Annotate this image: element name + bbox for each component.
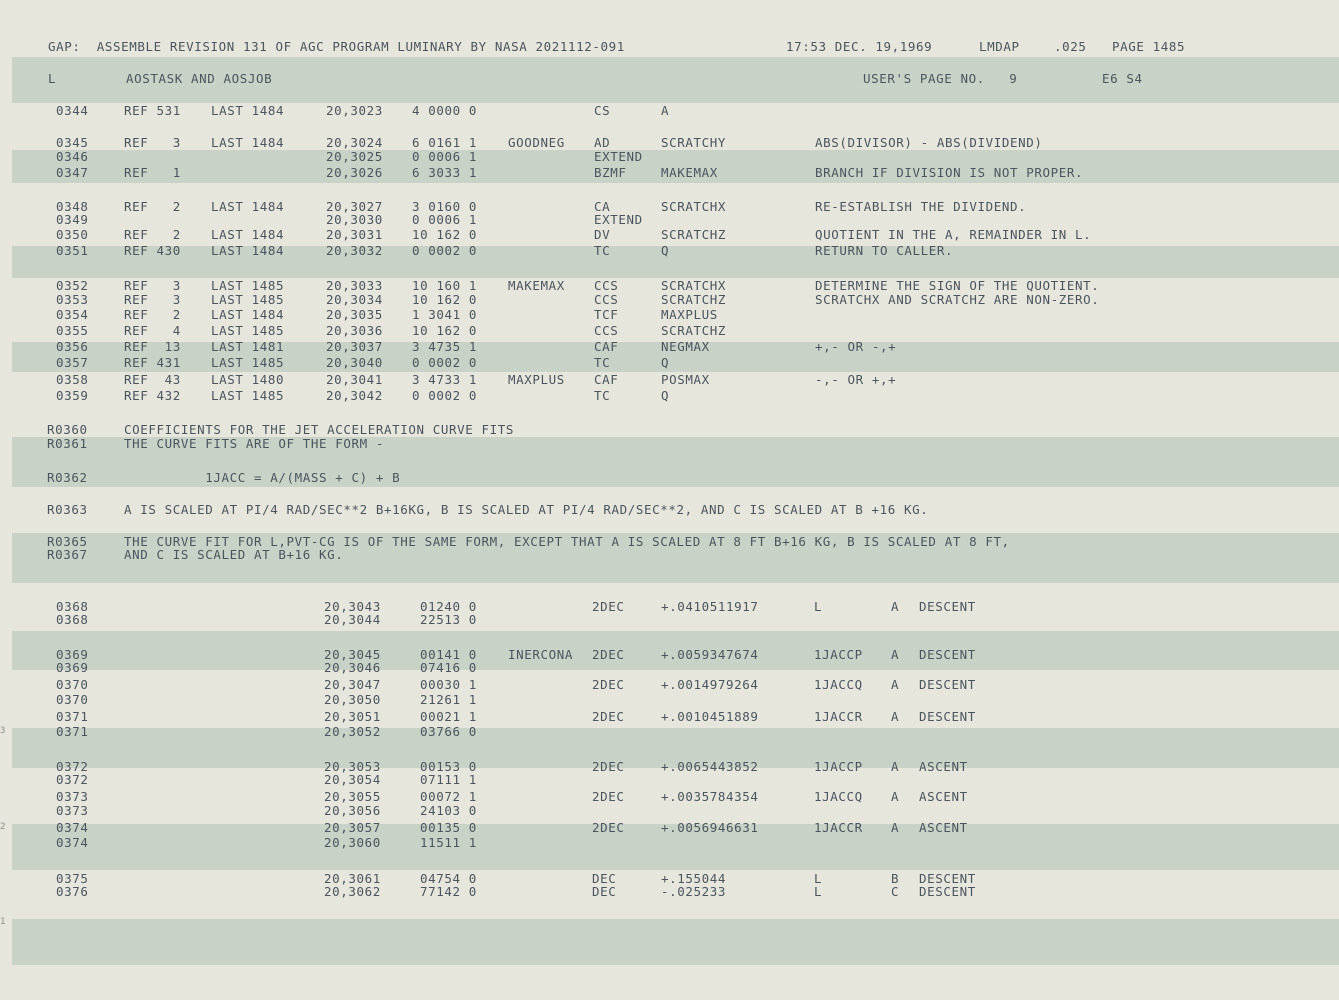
remark-line-number: R0363 [47,502,88,517]
listing-line [0,471,1339,485]
label: INERCONA [508,647,574,662]
line-number: 0355 [56,323,89,338]
constant-name: L [814,599,823,614]
line-number: 0373 [56,803,89,818]
listing-line [0,150,1339,164]
listing-line [0,200,1339,214]
octal-code: 3 4735 1 [412,339,478,354]
comment: QUOTIENT IN THE A, REMAINDER IN L. [815,227,1092,242]
constant-name: 1JACCQ [814,677,863,692]
operand: +.0014979264 [661,677,759,692]
opcode: CS [594,103,611,118]
address: 20,3061 [324,871,381,886]
header-program: LMDAP [979,39,1020,54]
opcode: TC [594,355,611,370]
address: 20,3046 [324,660,381,675]
address: 20,3054 [324,772,381,787]
octal-code: 00135 0 [420,820,477,835]
constant-name: L [814,884,823,899]
octal-code: 00021 1 [420,709,477,724]
line-number: 0372 [56,772,89,787]
octal-code: 04754 0 [420,871,477,886]
listing-line [0,760,1339,774]
octal-code: 10 162 0 [412,323,478,338]
listing-line [0,773,1339,787]
line-number: 0374 [56,835,89,850]
octal-code: 00030 1 [420,677,477,692]
address: 20,3047 [324,677,381,692]
margin-tick: 3 [0,726,6,736]
line-number: 0376 [56,884,89,899]
comment: +,- OR -,+ [815,339,897,354]
listing-line [0,308,1339,322]
last-ref: LAST 1484 [211,103,285,118]
opcode: 2DEC [592,789,625,804]
listing-line [0,648,1339,662]
address: 20,3044 [324,612,381,627]
address: 20,3055 [324,789,381,804]
address: 20,3062 [324,884,381,899]
margin-tick: 2 [0,822,6,832]
comment: BRANCH IF DIVISION IS NOT PROPER. [815,165,1084,180]
operand: Q [661,388,670,403]
last-ref: LAST 1484 [211,243,285,258]
listing-line [0,804,1339,818]
line-number: 0352 [56,278,89,293]
listing-line [0,725,1339,739]
listing-line [0,228,1339,242]
operand: SCRATCHY [661,135,727,150]
line-number: 0357 [56,355,89,370]
line-number: 0369 [56,647,89,662]
margin-tick: 1 [0,917,6,927]
last-ref: LAST 1484 [211,135,285,150]
comment: ASCENT [919,759,968,774]
address: 20,3045 [324,647,381,662]
address: 20,3032 [326,243,383,258]
operand: MAXPLUS [661,307,718,322]
line-number: 0356 [56,339,89,354]
header-timestamp: 17:53 DEC. 19,1969 [786,39,933,54]
comment: ABS(DIVISOR) - ABS(DIVIDEND) [815,135,1043,150]
line-number: 0345 [56,135,89,150]
opcode: DV [594,227,611,242]
ref: REF 3 [124,278,181,293]
comment: ASCENT [919,789,968,804]
remark-line-number: R0362 [47,470,88,485]
listing-line [0,244,1339,258]
remark-text: 1JACC = A/(MASS + C) + B [124,470,401,485]
operand: NEGMAX [661,339,710,354]
last-ref: LAST 1485 [211,278,285,293]
last-ref: LAST 1485 [211,323,285,338]
octal-code: 0 0006 1 [412,149,478,164]
opcode: 2DEC [592,820,625,835]
octal-code: 22513 0 [420,612,477,627]
address: 20,3052 [324,724,381,739]
address: 20,3033 [326,278,383,293]
octal-code: 77142 0 [420,884,477,899]
opcode: TC [594,388,611,403]
listing-line [0,166,1339,180]
opcode: CAF [594,372,619,387]
line-number: 0349 [56,212,89,227]
coefficient-kind: A [891,789,900,804]
ref: REF 3 [124,135,181,150]
remark-text: AND C IS SCALED AT B+16 KG. [124,547,344,562]
line-number: 0373 [56,789,89,804]
last-ref: LAST 1484 [211,199,285,214]
opcode: 2DEC [592,647,625,662]
ref: REF 2 [124,227,181,242]
opcode: AD [594,135,611,150]
last-ref: LAST 1484 [211,307,285,322]
line-number: 0348 [56,199,89,214]
line-number: 0371 [56,724,89,739]
comment: ASCENT [919,820,968,835]
operand: Q [661,355,670,370]
line-number: 0372 [56,759,89,774]
line-number: 0370 [56,692,89,707]
header-title: GAP: ASSEMBLE REVISION 131 OF AGC PROGRAM LUMINARY BY NASA 2021112-091 [48,39,625,54]
listing-line [0,389,1339,403]
octal-code: 10 160 1 [412,278,478,293]
line-number: 0369 [56,660,89,675]
opcode: CCS [594,278,619,293]
address: 20,3034 [326,292,383,307]
ref: REF 3 [124,292,181,307]
octal-code: 0 0002 0 [412,355,478,370]
comment: DESCENT [919,871,976,886]
line-number: 0346 [56,149,89,164]
listing-line [0,279,1339,293]
octal-code: 6 3033 1 [412,165,478,180]
listing-line [0,293,1339,307]
listing-line [0,821,1339,835]
page-header [0,40,1339,54]
address: 20,3024 [326,135,383,150]
listing-line [0,613,1339,627]
octal-code: 03766 0 [420,724,477,739]
listing-line [0,324,1339,338]
comment: DESCENT [919,884,976,899]
opcode: CCS [594,323,619,338]
coefficient-kind: A [891,759,900,774]
opcode: EXTEND [594,149,643,164]
listing-line [0,600,1339,614]
opcode: DEC [592,884,617,899]
constant-name: 1JACCR [814,709,863,724]
address: 20,3023 [326,103,383,118]
constant-name: 1JACCQ [814,789,863,804]
ref: REF 2 [124,199,181,214]
last-ref: LAST 1481 [211,339,285,354]
remark-text: THE CURVE FIT FOR L,PVT-CG IS OF THE SAME FORM, EXCEPT THAT A IS SCALED AT 8 FT B+16 KG, B IS SCALED AT 8 FT, [124,534,1010,549]
listing-line [0,104,1339,118]
opcode: DEC [592,871,617,886]
octal-code: 07111 1 [420,772,477,787]
comment: -,- OR +,+ [815,372,897,387]
opcode: EXTEND [594,212,643,227]
line-number: 0359 [56,388,89,403]
octal-code: 0 0006 1 [412,212,478,227]
ref: REF 43 [124,372,181,387]
coefficient-kind: A [891,677,900,692]
ref: REF 432 [124,388,181,403]
last-ref: LAST 1485 [211,355,285,370]
opcode: CCS [594,292,619,307]
subheader-section: AOSTASK AND AOSJOB [126,71,273,86]
comment: DETERMINE THE SIGN OF THE QUOTIENT. [815,278,1100,293]
remark-text: COEFFICIENTS FOR THE JET ACCELERATION CURVE FITS [124,422,515,437]
listing-line [0,693,1339,707]
line-number: 0371 [56,709,89,724]
subheader-log: L [48,71,57,86]
operand: POSMAX [661,372,710,387]
address: 20,3056 [324,803,381,818]
listing-line [0,340,1339,354]
ref: REF 430 [124,243,181,258]
listing-line [0,885,1339,899]
line-number: 0370 [56,677,89,692]
listing-line [0,213,1339,227]
listing-line [0,503,1339,517]
opcode: 2DEC [592,709,625,724]
listing-line [0,423,1339,437]
operand: SCRATCHZ [661,292,727,307]
remark-text: A IS SCALED AT PI/4 RAD/SEC**2 B+16KG, B IS SCALED AT PI/4 RAD/SEC**2, AND C IS SCALED AT B +16 KG. [124,502,929,517]
opcode: TC [594,243,611,258]
address: 20,3041 [326,372,383,387]
operand: -.025233 [661,884,727,899]
operand: SCRATCHX [661,278,727,293]
address: 20,3030 [326,212,383,227]
last-ref: LAST 1485 [211,388,285,403]
ref: REF 431 [124,355,181,370]
operand: +.0065443852 [661,759,759,774]
operand: +.155044 [661,871,727,886]
address: 20,3043 [324,599,381,614]
listing-line [0,437,1339,451]
listing-line [0,356,1339,370]
octal-code: 3 0160 0 [412,199,478,214]
opcode: CAF [594,339,619,354]
octal-code: 01240 0 [420,599,477,614]
address: 20,3031 [326,227,383,242]
remark-line-number: R0365 [47,534,88,549]
address: 20,3037 [326,339,383,354]
listing-line [0,836,1339,850]
octal-code: 21261 1 [420,692,477,707]
operand: Q [661,243,670,258]
constant-name: 1JACCP [814,759,863,774]
opcode: 2DEC [592,677,625,692]
coefficient-kind: A [891,820,900,835]
ref: REF 13 [124,339,181,354]
comment: DESCENT [919,709,976,724]
subheader-code: E6 S4 [1102,71,1143,86]
line-number: 0350 [56,227,89,242]
comment: DESCENT [919,647,976,662]
octal-code: 1 3041 0 [412,307,478,322]
opcode: 2DEC [592,599,625,614]
operand: SCRATCHZ [661,323,727,338]
octal-code: 10 162 0 [412,292,478,307]
address: 20,3036 [326,323,383,338]
opcode: BZMF [594,165,627,180]
line-number: 0368 [56,612,89,627]
octal-code: 00072 1 [420,789,477,804]
address: 20,3025 [326,149,383,164]
listing-line [0,548,1339,562]
coefficient-kind: A [891,647,900,662]
remark-line-number: R0361 [47,436,88,451]
line-number: 0353 [56,292,89,307]
opcode: CA [594,199,611,214]
coefficient-kind: C [891,884,900,899]
octal-code: 0 0002 0 [412,243,478,258]
address: 20,3027 [326,199,383,214]
octal-code: 00153 0 [420,759,477,774]
listing-line [0,373,1339,387]
address: 20,3040 [326,355,383,370]
address: 20,3050 [324,692,381,707]
operand: MAKEMAX [661,165,718,180]
header-page: PAGE 1485 [1112,39,1186,54]
coefficient-kind: A [891,709,900,724]
address: 20,3053 [324,759,381,774]
label: MAKEMAX [508,278,565,293]
coefficient-kind: B [891,871,900,886]
opcode: TCF [594,307,619,322]
line-number: 0368 [56,599,89,614]
octal-code: 10 162 0 [412,227,478,242]
opcode: 2DEC [592,759,625,774]
ref: REF 1 [124,165,181,180]
address: 20,3035 [326,307,383,322]
listing-line [0,661,1339,675]
comment: DESCENT [919,599,976,614]
line-number: 0354 [56,307,89,322]
address: 20,3051 [324,709,381,724]
operand: SCRATCHZ [661,227,727,242]
line-number: 0375 [56,871,89,886]
address: 20,3026 [326,165,383,180]
ref: REF 531 [124,103,181,118]
operand: +.0035784354 [661,789,759,804]
listing-line [0,710,1339,724]
constant-name: 1JACCR [814,820,863,835]
octal-code: 4 0000 0 [412,103,478,118]
listing-line [0,678,1339,692]
operand: SCRATCHX [661,199,727,214]
remark-line-number: R0367 [47,547,88,562]
last-ref: LAST 1480 [211,372,285,387]
operand: +.0056946631 [661,820,759,835]
header-code: .025 [1054,39,1087,54]
line-number: 0374 [56,820,89,835]
operand: +.0410511917 [661,599,759,614]
operand: +.0010451889 [661,709,759,724]
octal-code: 0 0002 0 [412,388,478,403]
address: 20,3060 [324,835,381,850]
line-number: 0344 [56,103,89,118]
comment: RE-ESTABLISH THE DIVIDEND. [815,199,1027,214]
octal-code: 11511 1 [420,835,477,850]
label: MAXPLUS [508,372,565,387]
remark-text: THE CURVE FITS ARE OF THE FORM - [124,436,385,451]
octal-code: 00141 0 [420,647,477,662]
listing-line [0,136,1339,150]
octal-code: 24103 0 [420,803,477,818]
constant-name: 1JACCP [814,647,863,662]
constant-name: L [814,871,823,886]
comment: SCRATCHX AND SCRATCHZ ARE NON-ZERO. [815,292,1100,307]
ref: REF 2 [124,307,181,322]
address: 20,3057 [324,820,381,835]
comment: RETURN TO CALLER. [815,243,954,258]
line-number: 0351 [56,243,89,258]
operand: +.0059347674 [661,647,759,662]
subheader-users-page: USER'S PAGE NO. 9 [863,71,1018,86]
address: 20,3042 [326,388,383,403]
last-ref: LAST 1484 [211,227,285,242]
last-ref: LAST 1485 [211,292,285,307]
page-subheader [0,72,1339,86]
octal-code: 6 0161 1 [412,135,478,150]
comment: DESCENT [919,677,976,692]
remark-line-number: R0360 [47,422,88,437]
octal-code: 3 4733 1 [412,372,478,387]
operand: A [661,103,670,118]
line-number: 0347 [56,165,89,180]
octal-code: 07416 0 [420,660,477,675]
line-number: 0358 [56,372,89,387]
listing-line [0,790,1339,804]
ref: REF 4 [124,323,181,338]
label: GOODNEG [508,135,565,150]
coefficient-kind: A [891,599,900,614]
